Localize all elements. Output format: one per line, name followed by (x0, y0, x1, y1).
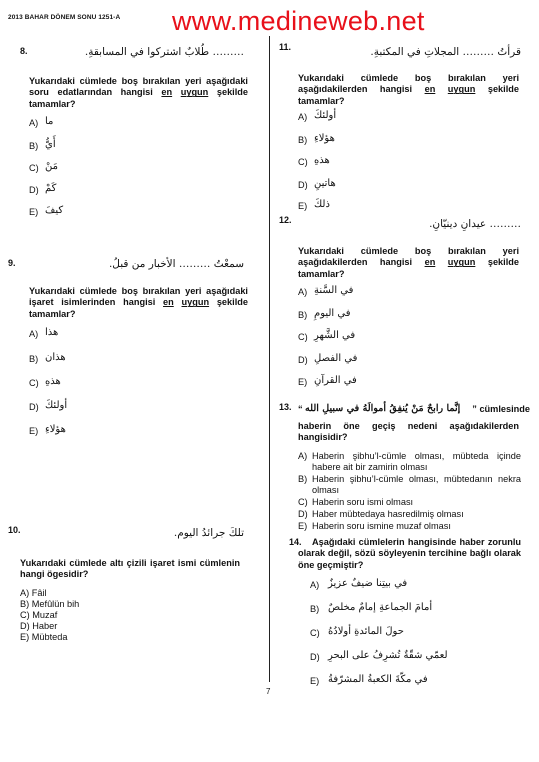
question-number: 11. (279, 42, 292, 52)
arabic-sentence: قرأتُ ……… المجلاتِ في المكتبةِ. (370, 46, 521, 58)
question-stem: haberin öne geçiş nedeni aşağıdakilerden hangisidir? (298, 421, 519, 443)
option-c[interactable]: C) هذهِ (298, 155, 330, 167)
column-divider (269, 36, 270, 682)
arabic-sentence: ……… طُلابٌ اشتركوا في المسابقةِ. (84, 46, 244, 58)
question-number: 8. (20, 46, 28, 56)
question-number: 13. (279, 402, 292, 412)
watermark-url[interactable]: www.medineweb.net (172, 6, 425, 36)
option-a[interactable]: A) أولئكَ (298, 110, 337, 122)
question-stem: Yukarıdaki cümlede boş bırakılan yeri aşağıdakilerden hangisi en uygun şekilde tamamlar? (298, 73, 519, 106)
question-stem: Aşağıdaki cümlelerin hangisinde haber zorunlu olarak değil, sözü söyleyenin tercihine bağlı olarak öne geçmiştir? (298, 537, 521, 570)
option-a[interactable]: A) في بيتِنا ضيفٌ عزيزٌ (310, 578, 408, 590)
option-e[interactable]: E) كيفَ (29, 205, 64, 217)
option-c[interactable]: C) حولَ المائدةِ أولادُهُ (310, 626, 404, 638)
option-e[interactable]: E) Haberin soru ismine muzaf olması (298, 521, 451, 531)
option-c[interactable]: C) Muzaf (20, 610, 58, 620)
option-c[interactable]: C) في الشَّهرِ (298, 330, 356, 342)
option-d[interactable]: D) في الفصلِ (298, 353, 358, 365)
question-number: 14. (289, 537, 302, 547)
option-e[interactable]: E) Mübteda (20, 632, 68, 642)
option-d[interactable]: D) Haber mübtedaya hasredilmiş olması (298, 509, 464, 519)
question-number: 12. (279, 215, 292, 225)
option-d[interactable]: D) Haber (20, 621, 58, 631)
option-e[interactable]: E) في مكّةَ الكعبةُ المشرّفةُ (310, 674, 428, 686)
option-b[interactable]: B) أَيُّ (29, 139, 56, 151)
option-d[interactable]: D) كَمْ (29, 183, 57, 195)
question-stem: Yukarıdaki cümlede boş bırakılan yeri aşağıdaki soru edatlarından hangisi en uygun şekilde tamamlar? (29, 76, 249, 109)
exam-code: 2013 BAHAR DÖNEM SONU 1251-A (8, 14, 121, 21)
option-c[interactable]: C) Haberin soru ismi olması (298, 497, 414, 507)
arabic-quote-line: “ إنَّما رابحٌ مَنْ يُنفِقُ أموالَهُ في سبيلِ الله ” cümlesinde (298, 403, 530, 414)
option-e[interactable]: E) هؤلاءِ (29, 424, 66, 436)
option-b[interactable]: B) في اليومِ (298, 308, 351, 320)
option-a[interactable]: A) ما (29, 116, 54, 128)
option-b[interactable]: B) أمامَ الجماعةِ إمامٌ مخلصٌ (310, 602, 433, 614)
option-a[interactable]: A) Fâil (20, 588, 47, 598)
option-c[interactable]: C) هذهِ (29, 376, 61, 388)
option-e[interactable]: E) ذلكَ (298, 199, 330, 211)
option-c[interactable]: C) مَنْ (29, 161, 58, 173)
question-number: 10. (8, 525, 21, 535)
option-a[interactable]: A) في السَّنةِ (298, 285, 354, 297)
question-number: 9. (8, 258, 16, 268)
arabic-sentence: سمعْتُ ……… الأخبار من قبلُ. (108, 258, 244, 270)
option-a[interactable]: A) Haberin şibhu’l-cümle olması, mübteda içinde habere ait bir zamirin olması (298, 451, 521, 472)
question-stem: Yukarıdaki cümlede boş bırakılan yeri aşağıdaki işaret isimlerinden hangisi en uygun şekilde tamamlar? (29, 286, 248, 319)
question-stem: Yukarıdaki cümlede altı çizili işaret ismi cümlenin hangi ögesidir? (20, 558, 240, 580)
option-d[interactable]: D) أولئكَ (29, 400, 68, 412)
option-d[interactable]: D) هاتينِ (298, 178, 336, 190)
option-b[interactable]: B) Haberin şibhu’l-cümle olması, mübtedanın nekra olması (298, 474, 521, 495)
option-a[interactable]: A) هذا (29, 327, 59, 339)
option-d[interactable]: D) لعمّي شقّةٌ تُشرِفُ على البحرِ (310, 650, 448, 662)
arabic-sentence: ……… عيدانِ دينيّانِ. (429, 218, 521, 230)
page-number: 7 (266, 687, 271, 696)
question-stem: Yukarıdaki cümlede boş bırakılan yeri aşağıdakilerden hangisi en uygun şekilde tamamlar? (298, 246, 519, 279)
option-b[interactable]: B) Mefûlün bih (20, 599, 80, 609)
option-b[interactable]: B) هذان (29, 352, 66, 364)
option-b[interactable]: B) هؤلاءِ (298, 133, 335, 145)
arabic-sentence: تلكَ جرائدُ اليوم. (173, 527, 244, 539)
option-e[interactable]: E) في القرآنِ (298, 375, 357, 387)
